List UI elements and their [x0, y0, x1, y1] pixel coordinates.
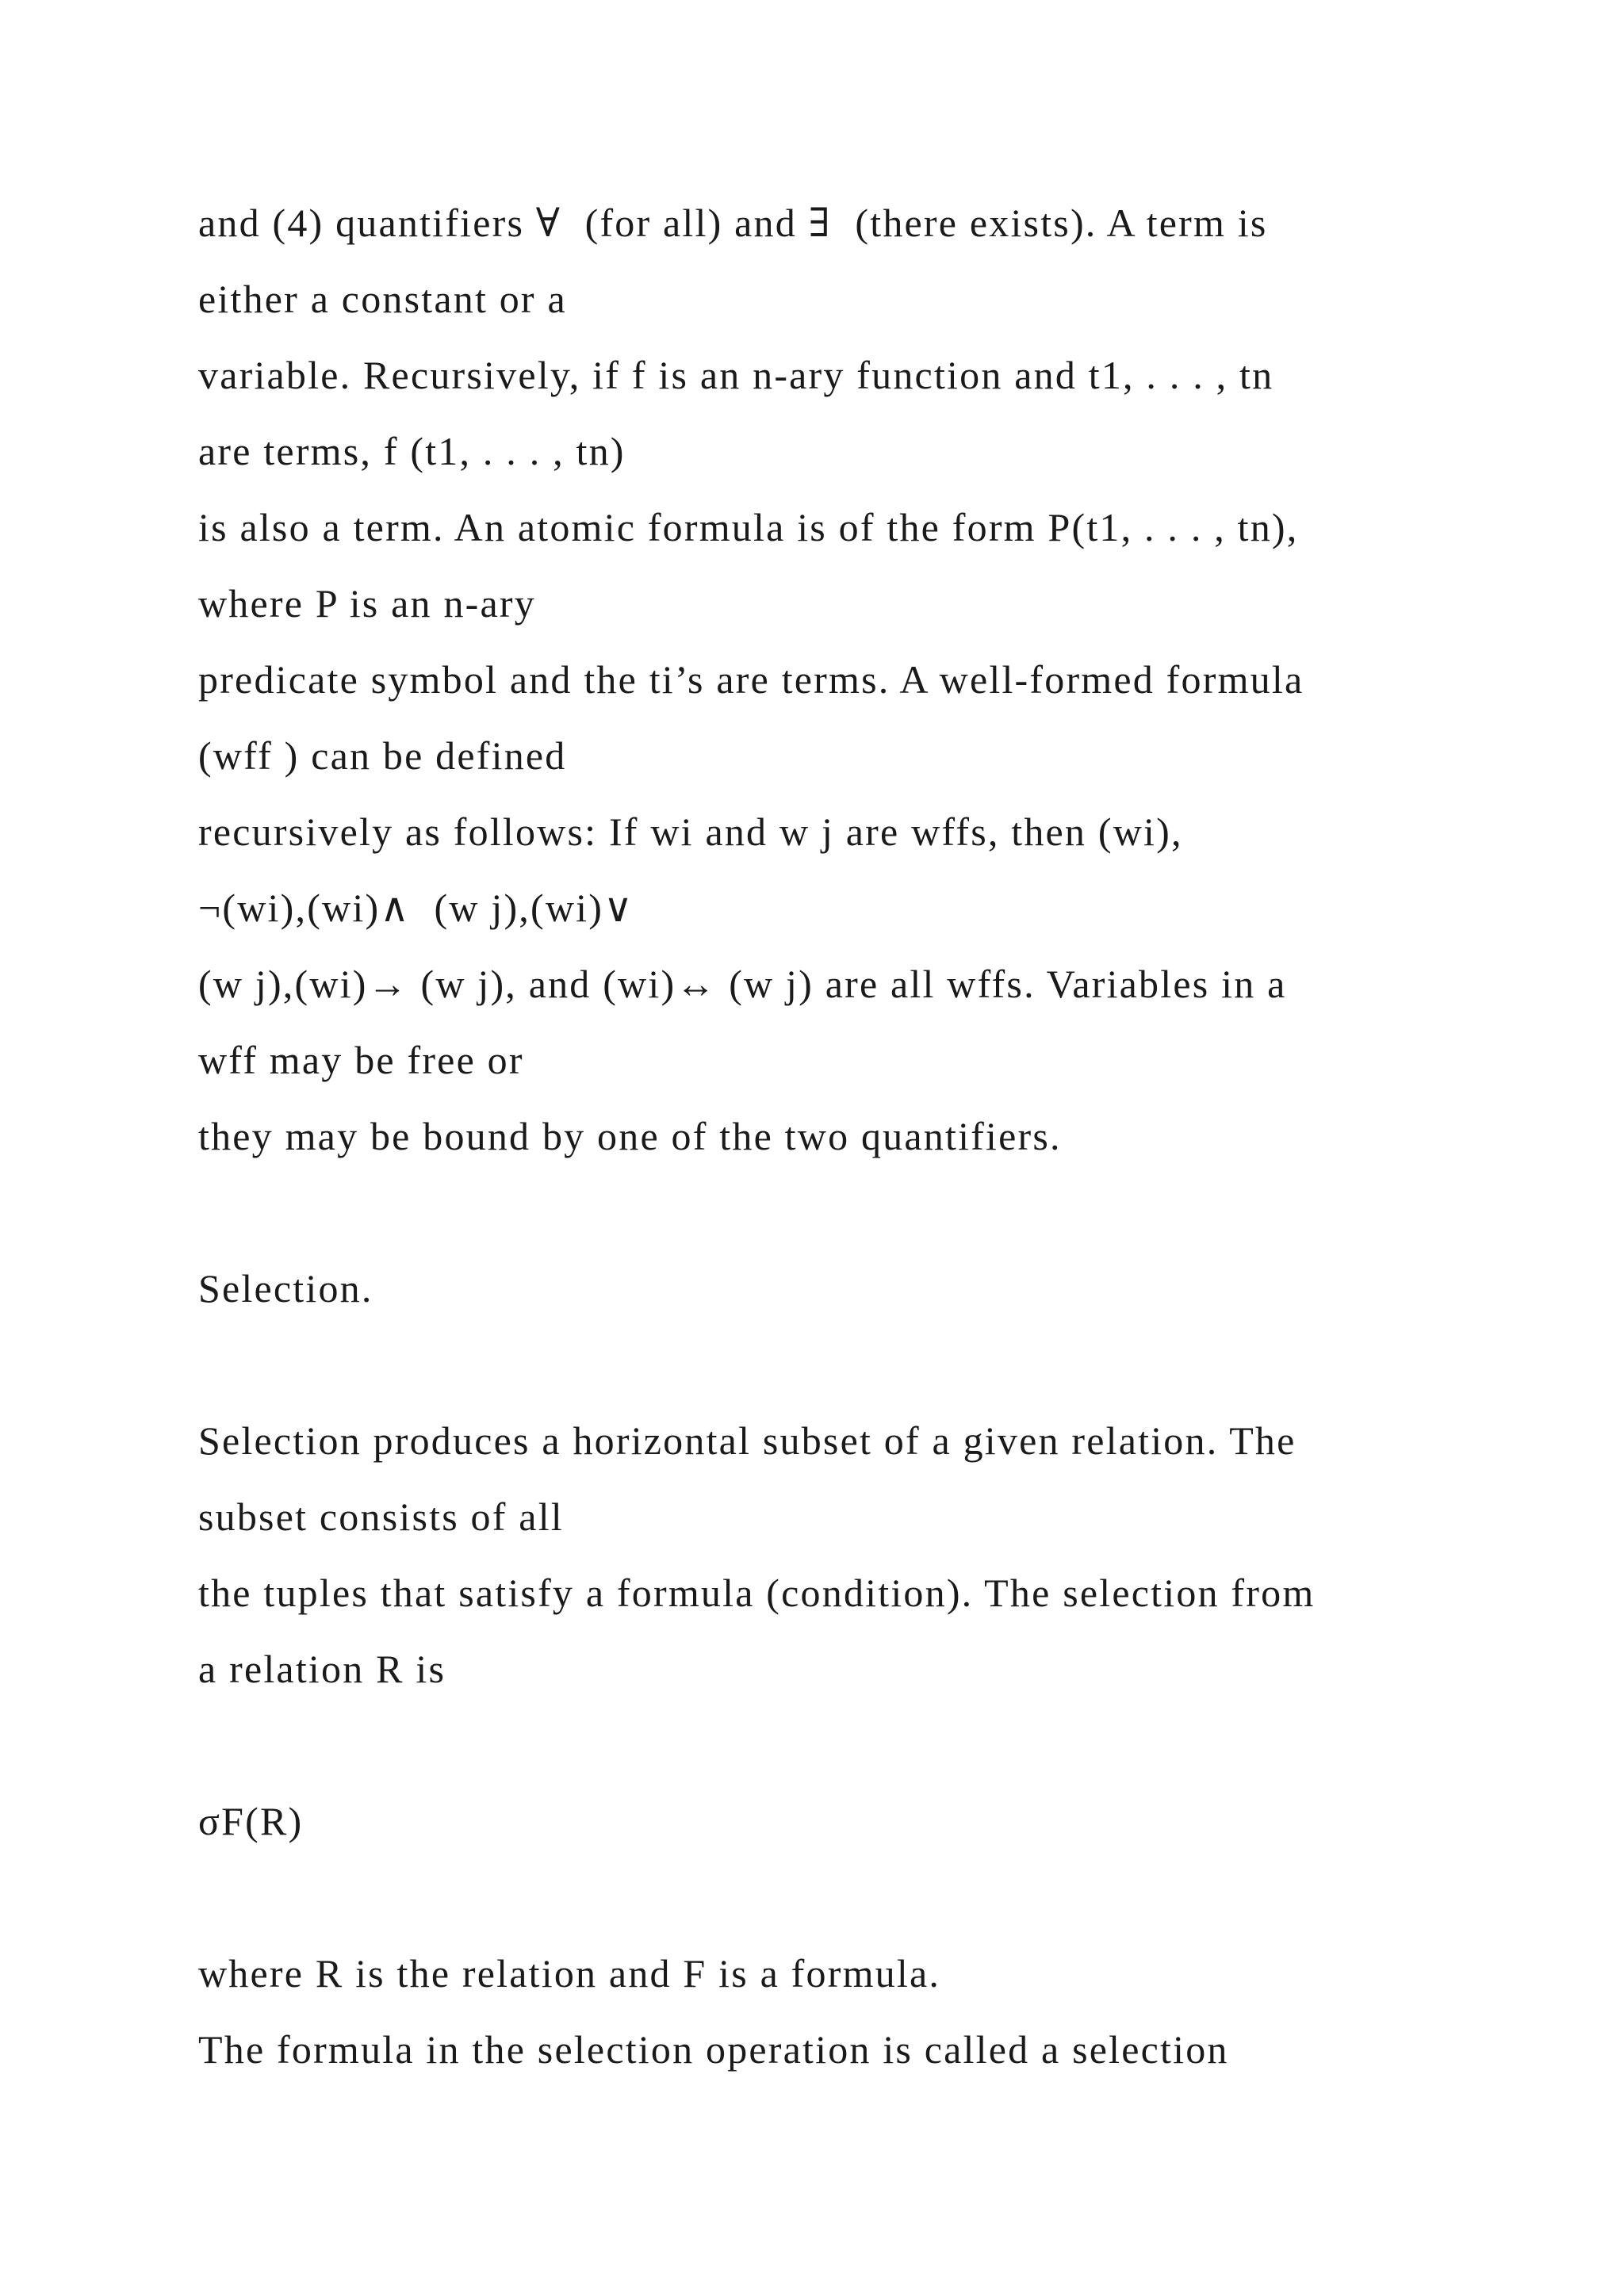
text-line-05: is also a term. An atomic formula is of the form P(t1, . . . , tn), — [198, 505, 1299, 549]
text-line-09: recursively as follows: If wi and w j are wffs, then (wi), — [198, 809, 1183, 854]
text-line-08: (wff ) can be defined — [198, 733, 567, 778]
text-line-17: a relation R is — [198, 1647, 446, 1691]
text-line-06: where P is an n-ary — [198, 581, 536, 626]
text-line-12: wff may be free or — [198, 1038, 524, 1082]
text-line-01: and (4) quantifiers ∀ (for all) and ∃ (there exists). A term is — [198, 201, 1268, 245]
text-line-18: where R is the relation and F is a formula. — [198, 1951, 941, 1996]
text-line-11: (w j),(wi)→ (w j), and (wi)↔ (w j) are all wffs. Variables in a — [198, 962, 1287, 1006]
text-line-10: ¬(wi),(wi)∧ (w j),(wi)∨ — [198, 886, 634, 930]
selection-formula: σF(R) — [198, 1799, 304, 1843]
text-line-07: predicate symbol and the ti’s are terms. A well-formed formula — [198, 657, 1304, 702]
text-line-19: The formula in the selection operation is called a selection — [198, 2027, 1229, 2072]
text-line-04: are terms, f (t1, . . . , tn) — [198, 429, 626, 473]
text-line-02: either a constant or a — [198, 277, 567, 321]
text-line-14: Selection produces a horizontal subset of a given relation. The — [198, 1418, 1297, 1463]
text-line-13: they may be bound by one of the two quantifiers. — [198, 1114, 1062, 1158]
section-heading-selection: Selection. — [198, 1266, 373, 1311]
text-line-03: variable. Recursively, if f is an n-ary function and t1, . . . , tn — [198, 353, 1274, 397]
text-line-15: subset consists of all — [198, 1494, 564, 1539]
text-line-16: the tuples that satisfy a formula (condition). The selection from — [198, 1571, 1316, 1615]
